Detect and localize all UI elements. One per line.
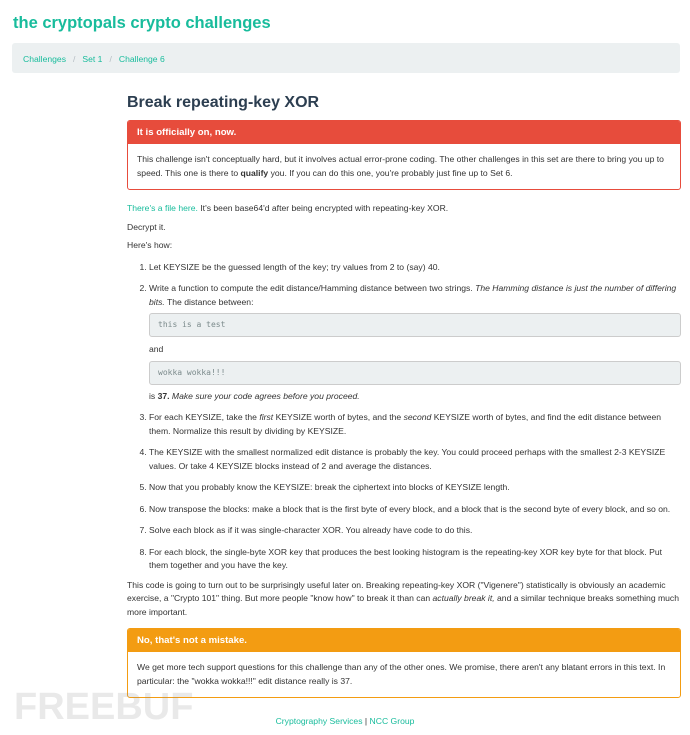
breadcrumb-set-1[interactable]: Set 1	[82, 54, 103, 64]
file-link[interactable]: There's a file here.	[127, 203, 198, 213]
danger-panel-body: This challenge isn't conceptually hard, but it involves actual error-prone coding. The other challenges in this set are there to bring you up to speed. This one is there to qualify you. If you can do this one, you're probably just fine up to Set 6.	[137, 154, 664, 178]
intro-paragraph: There's a file here. It's been base64'd after being encrypted with repeating-key XOR.	[127, 203, 449, 213]
step-5: 5. Now that you probably know the KEYSIZE: break the ciphertext into blocks of KEYSIZE length.	[149, 481, 681, 495]
warning-panel-body: We get more tech support questions for this challenge than any of the other ones. We promise, there aren't any blatant errors in this text. In particular: the "wokka wokka!!!" edit distance really is 37.	[137, 662, 666, 686]
and-text: and	[149, 344, 164, 354]
warning-panel-heading: No, that's not a mistake.	[128, 629, 680, 652]
step-1: 1. Let KEYSIZE be the guessed length of the key; try values from 2 to (say) 40.	[149, 261, 681, 275]
step-3: 3. For each KEYSIZE, take the first KEYSIZE worth of bytes, and the second KEYSIZE worth of bytes, and find the edit distance between them. Normalize this result by dividing by KEYSIZE.	[149, 411, 681, 438]
breadcrumb-separator: /	[109, 54, 112, 64]
step-4: 4. The KEYSIZE with the smallest normalized edit distance is probably the key. You could proceed perhaps with the smallest 2-3 KEYSIZE values. Or take 4 KEYSIZE blocks instead of 2 and average the distances.	[149, 446, 681, 473]
site-title[interactable]: the cryptopals crypto challenges	[13, 14, 271, 32]
freebuf-watermark-text: FREEBUF	[14, 686, 194, 727]
breadcrumb-challenges[interactable]: Challenges	[23, 54, 66, 64]
main-content	[127, 94, 681, 698]
breadcrumb-challenge-6[interactable]: Challenge 6	[118, 54, 165, 64]
danger-panel-heading: It is officially on, now.	[128, 121, 680, 144]
code-block-1: this is a test	[149, 313, 681, 337]
step-6: 6. Now transpose the blocks: make a block that is the first byte of every block, and a block that is the second byte of every block, and so on.	[149, 503, 681, 517]
steps-list	[127, 261, 681, 573]
how-text: Here's how:	[127, 240, 173, 250]
breadcrumb	[12, 43, 680, 73]
outro-paragraph: This code is going to turn out to be surprisingly useful later on. Breaking repeating-key XOR ("Vigenere") statistically is obviously an academic exercise, a "Crypto 101" thing. But more people "know how" to break it than can actually break it, and a similar technique breaks something much more important.	[127, 579, 680, 617]
footer-link-cryptography-services[interactable]: Cryptography Services	[275, 716, 363, 726]
freebuf-watermark	[12, 683, 212, 727]
footer-link-ncc-group[interactable]: NCC Group	[369, 716, 415, 726]
decrypt-text: Decrypt it.	[127, 221, 166, 232]
breadcrumb-separator: /	[73, 54, 76, 64]
page-title: Break repeating-key XOR	[127, 94, 320, 111]
distance-result: is 37. Make sure your code agrees before you proceed.	[149, 390, 360, 401]
step-8: 8. For each block, the single-byte XOR key that produces the best looking histogram is the repeating-key XOR key byte for that block. Put them together and you have the key.	[149, 546, 681, 573]
code-block-2: wokka wokka!!!	[149, 361, 681, 385]
step-7: 7. Solve each block as if it was single-character XOR. You already have code to do this.	[149, 524, 681, 538]
danger-panel	[127, 120, 681, 190]
step-2: 2. Write a function to compute the edit distance/Hamming distance between two strings. The Hamming distance is just the number of differing bits. The distance between: this is a test and wokka wokka!!! is 37. Make sure your code agrees before you proceed.	[149, 282, 681, 403]
footer-separator: |	[362, 716, 370, 726]
